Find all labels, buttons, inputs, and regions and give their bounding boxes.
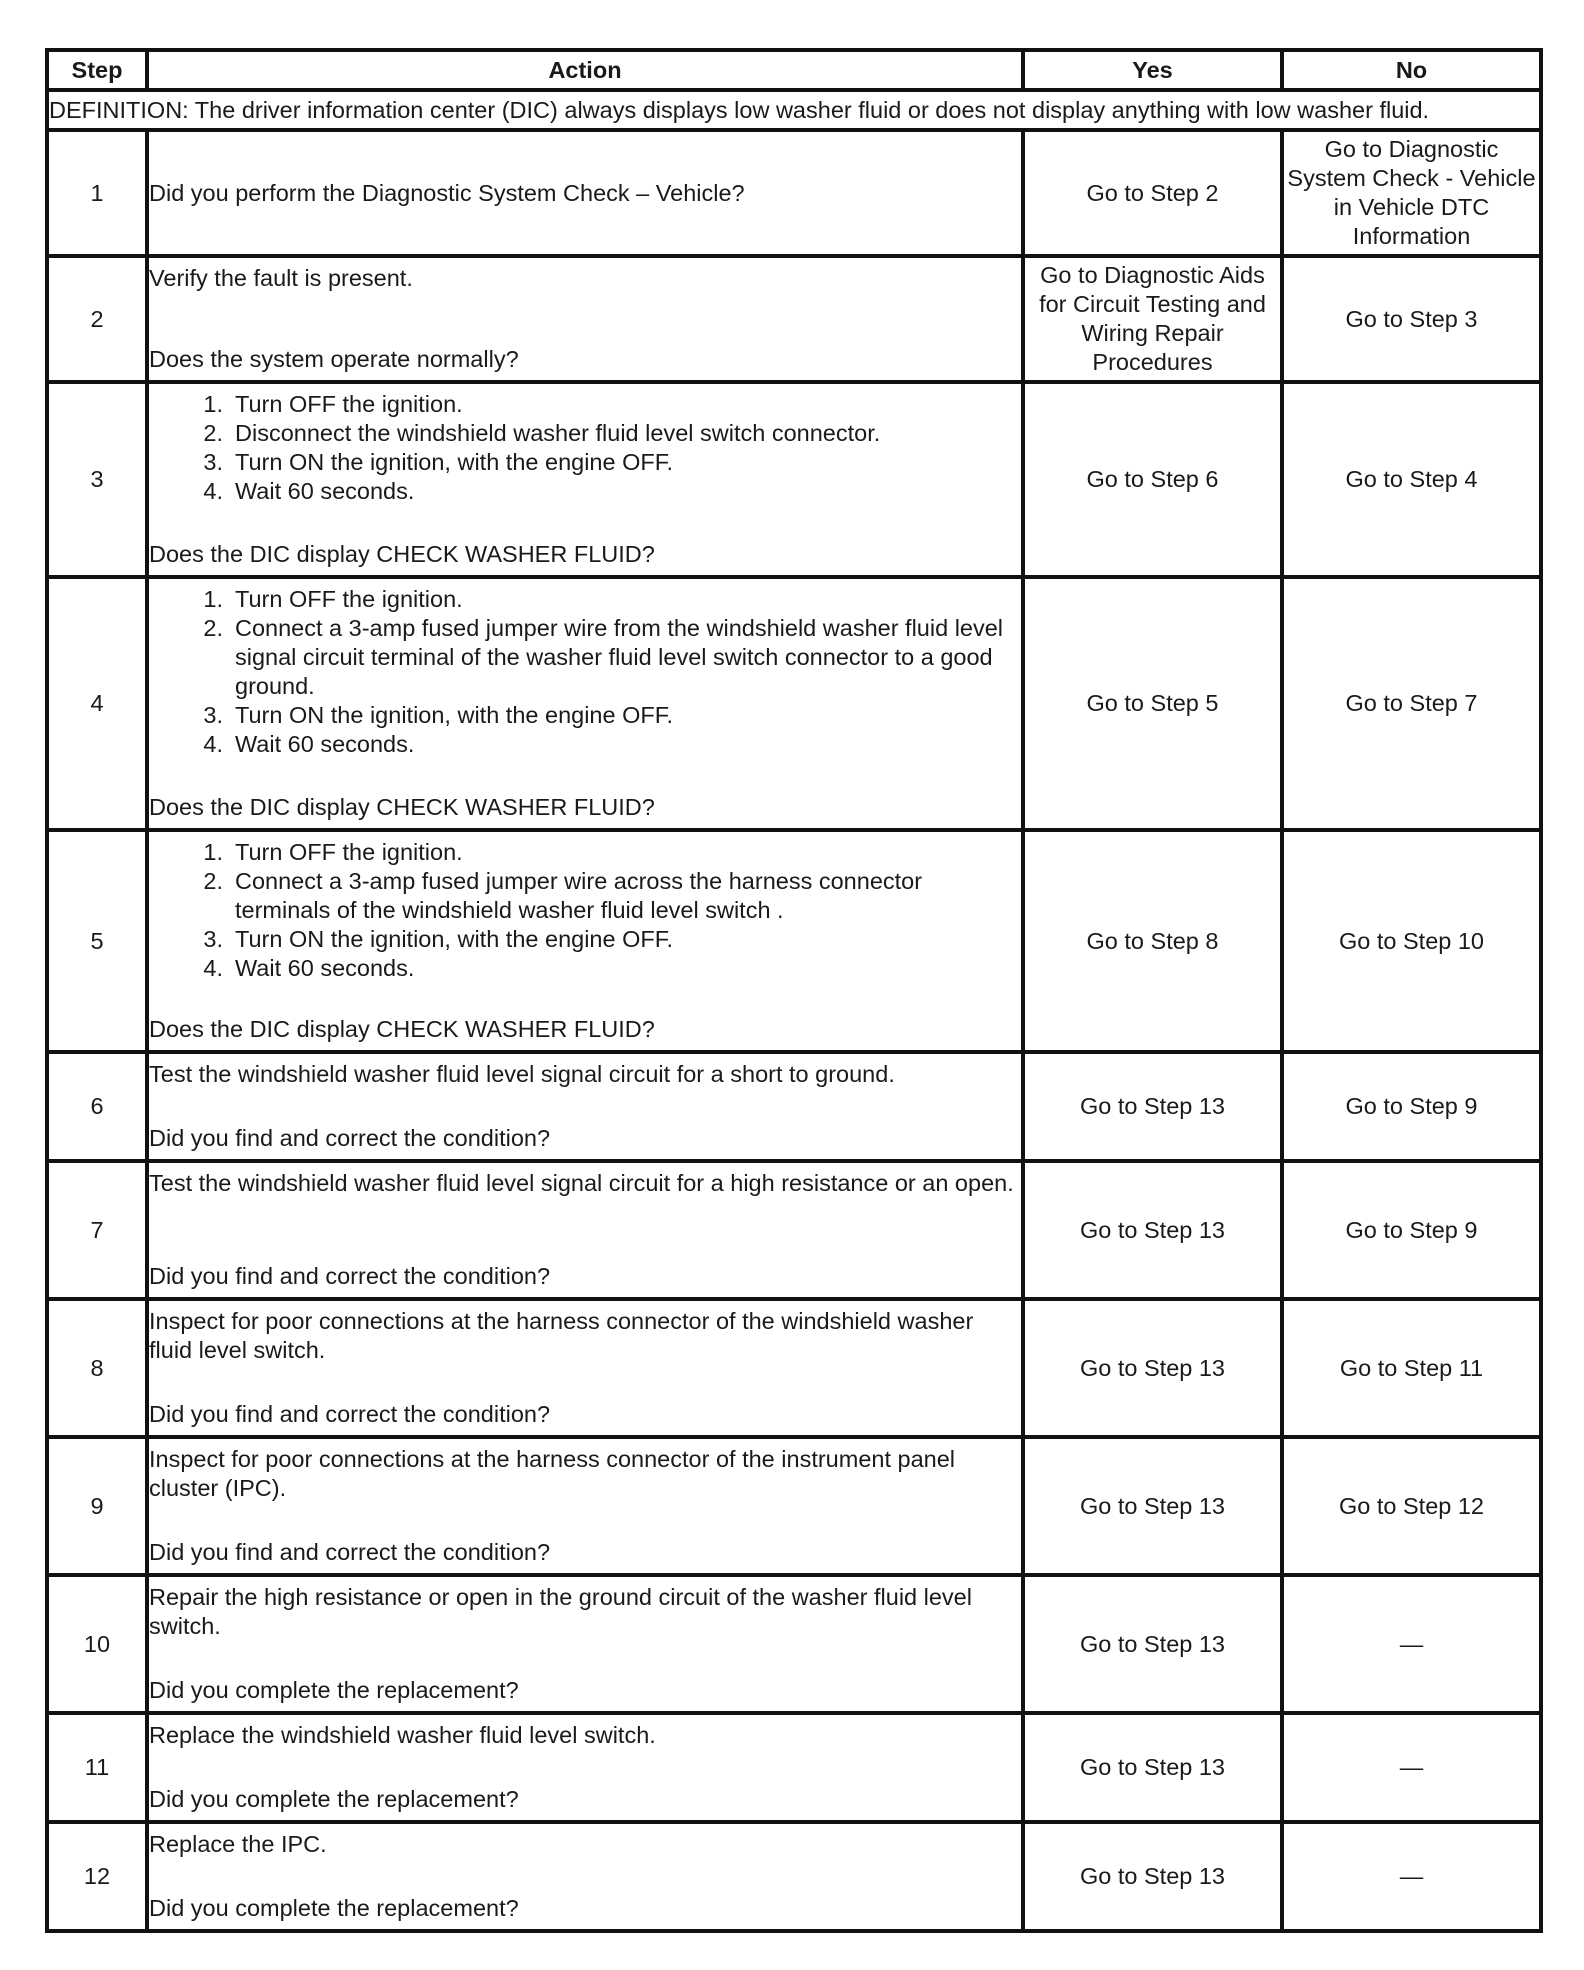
no-cell: Go to Diagnostic System Check - Vehicle in Vehicle DTC Information — [1282, 130, 1541, 256]
action-text: Replace the IPC. — [149, 1831, 327, 1857]
action-question: Does the DIC display CHECK WASHER FLUID? — [149, 1016, 655, 1042]
action-text: Repair the high resistance or open in the ground circuit of the washer fluid level switch. — [149, 1584, 972, 1639]
action-text: Replace the windshield washer fluid level switch. — [149, 1722, 656, 1748]
no-cell: Go to Step 11 — [1282, 1299, 1541, 1437]
list-item: 2. Disconnect the windshield washer fluid level switch connector. — [203, 420, 881, 446]
procedure-list — [149, 838, 1021, 983]
no-dash: — — [1399, 1754, 1424, 1780]
action-cell — [147, 1575, 1023, 1713]
step-number: 1 — [47, 130, 147, 256]
table-row — [47, 577, 1541, 830]
definition-row — [47, 90, 1541, 130]
table-row — [47, 130, 1541, 256]
yes-cell: Go to Step 6 — [1023, 382, 1282, 577]
action-text: Inspect for poor connections at the harness connector of the windshield washer fluid level switch. — [149, 1308, 974, 1363]
no-cell: Go to Step 9 — [1282, 1161, 1541, 1299]
list-item: 4. Wait 60 seconds. — [203, 955, 415, 981]
no-cell: Go to Step 3 — [1282, 256, 1541, 382]
step-number: 8 — [47, 1299, 147, 1437]
procedure-list — [149, 585, 1021, 759]
no-cell — [1282, 1713, 1541, 1822]
header-no: No — [1282, 50, 1541, 90]
yes-cell: Go to Step 13 — [1023, 1713, 1282, 1822]
table-row — [47, 382, 1541, 577]
action-question: Did you complete the replacement? — [149, 1895, 519, 1921]
no-cell — [1282, 1575, 1541, 1713]
action-cell — [147, 1161, 1023, 1299]
no-cell: Go to Step 7 — [1282, 577, 1541, 830]
header-action: Action — [147, 50, 1023, 90]
list-item: 1. Turn OFF the ignition. — [203, 391, 463, 417]
action-cell — [147, 1052, 1023, 1161]
action-question: Does the system operate normally? — [149, 346, 519, 372]
table-row — [47, 256, 1541, 382]
action-cell — [147, 130, 1023, 256]
action-question: Did you find and correct the condition? — [149, 1539, 551, 1565]
action-question: Does the DIC display CHECK WASHER FLUID? — [149, 541, 655, 567]
diagnostic-table — [45, 48, 1543, 1933]
table-row — [47, 830, 1541, 1052]
action-text: Did you perform the Diagnostic System Check – Vehicle? — [149, 179, 745, 206]
action-question: Did you find and correct the condition? — [149, 1263, 551, 1289]
no-cell: Go to Step 9 — [1282, 1052, 1541, 1161]
list-item: 4. Wait 60 seconds. — [203, 478, 415, 504]
table-row — [47, 1052, 1541, 1161]
header-step: Step — [47, 50, 147, 90]
header-yes: Yes — [1023, 50, 1282, 90]
list-item: 3. Turn ON the ignition, with the engine OFF. — [203, 702, 674, 728]
step-number: 5 — [47, 830, 147, 1052]
yes-cell: Go to Step 13 — [1023, 1437, 1282, 1575]
no-dash: — — [1399, 1630, 1424, 1657]
table-row — [47, 1161, 1541, 1299]
no-cell — [1282, 1822, 1541, 1931]
step-number: 9 — [47, 1437, 147, 1575]
yes-cell: Go to Step 13 — [1023, 1161, 1282, 1299]
yes-cell: Go to Step 13 — [1023, 1052, 1282, 1161]
no-cell: Go to Step 4 — [1282, 382, 1541, 577]
table-row — [47, 1713, 1541, 1822]
list-item: 1. Turn OFF the ignition. — [203, 586, 463, 612]
step-number: 10 — [47, 1575, 147, 1713]
step-number: 12 — [47, 1822, 147, 1931]
action-text: Inspect for poor connections at the harness connector of the instrument panel cluster (IPC). — [149, 1446, 956, 1501]
action-cell — [147, 577, 1023, 830]
action-question: Did you complete the replacement? — [149, 1677, 519, 1703]
action-question: Did you find and correct the condition? — [149, 1125, 551, 1151]
table-row — [47, 1575, 1541, 1713]
definition-text: DEFINITION: The driver information center (DIC) always displays low washer fluid or does not display anything with low washer fluid. — [47, 90, 1541, 130]
step-number: 4 — [47, 577, 147, 830]
action-cell — [147, 256, 1023, 382]
yes-cell: Go to Diagnostic Aids for Circuit Testing and Wiring Repair Procedures — [1023, 256, 1282, 382]
procedure-list — [149, 390, 1021, 506]
table-row — [47, 1437, 1541, 1575]
yes-cell: Go to Step 2 — [1023, 130, 1282, 256]
yes-cell: Go to Step 5 — [1023, 577, 1282, 830]
yes-cell: Go to Step 13 — [1023, 1299, 1282, 1437]
step-number: 2 — [47, 256, 147, 382]
action-question: Did you complete the replacement? — [149, 1786, 519, 1812]
yes-cell: Go to Step 8 — [1023, 830, 1282, 1052]
list-item: 1. Turn OFF the ignition. — [203, 839, 463, 865]
action-question: Does the DIC display CHECK WASHER FLUID? — [149, 794, 655, 820]
yes-cell: Go to Step 13 — [1023, 1822, 1282, 1931]
action-cell — [147, 830, 1023, 1052]
step-number: 6 — [47, 1052, 147, 1161]
list-item: 2. Connect a 3-amp fused jumper wire across the harness connector terminals of the windshield washer fluid level switch . — [203, 868, 923, 923]
list-item: 3. Turn ON the ignition, with the engine OFF. — [203, 449, 674, 475]
action-text: Test the windshield washer fluid level signal circuit for a high resistance or an open. — [149, 1170, 1014, 1196]
list-item: 2. Connect a 3-amp fused jumper wire from the windshield washer fluid level signal circuit terminal of the washer fluid level switch connector to a good ground. — [203, 615, 1004, 699]
header-row — [47, 50, 1541, 90]
action-cell — [147, 1299, 1023, 1437]
no-cell: Go to Step 12 — [1282, 1437, 1541, 1575]
action-cell — [147, 1713, 1023, 1822]
action-text: Verify the fault is present. — [149, 265, 413, 291]
action-cell — [147, 1437, 1023, 1575]
yes-cell: Go to Step 13 — [1023, 1575, 1282, 1713]
step-number: 7 — [47, 1161, 147, 1299]
step-number: 3 — [47, 382, 147, 577]
action-question: Did you find and correct the condition? — [149, 1401, 551, 1427]
action-cell — [147, 1822, 1023, 1931]
step-number: 11 — [47, 1713, 147, 1822]
list-item: 4. Wait 60 seconds. — [203, 731, 415, 757]
action-cell — [147, 382, 1023, 577]
no-dash: — — [1399, 1863, 1424, 1889]
table-row — [47, 1299, 1541, 1437]
table-row — [47, 1822, 1541, 1931]
list-item: 3. Turn ON the ignition, with the engine OFF. — [203, 926, 674, 952]
action-text: Test the windshield washer fluid level signal circuit for a short to ground. — [149, 1061, 895, 1087]
no-cell: Go to Step 10 — [1282, 830, 1541, 1052]
